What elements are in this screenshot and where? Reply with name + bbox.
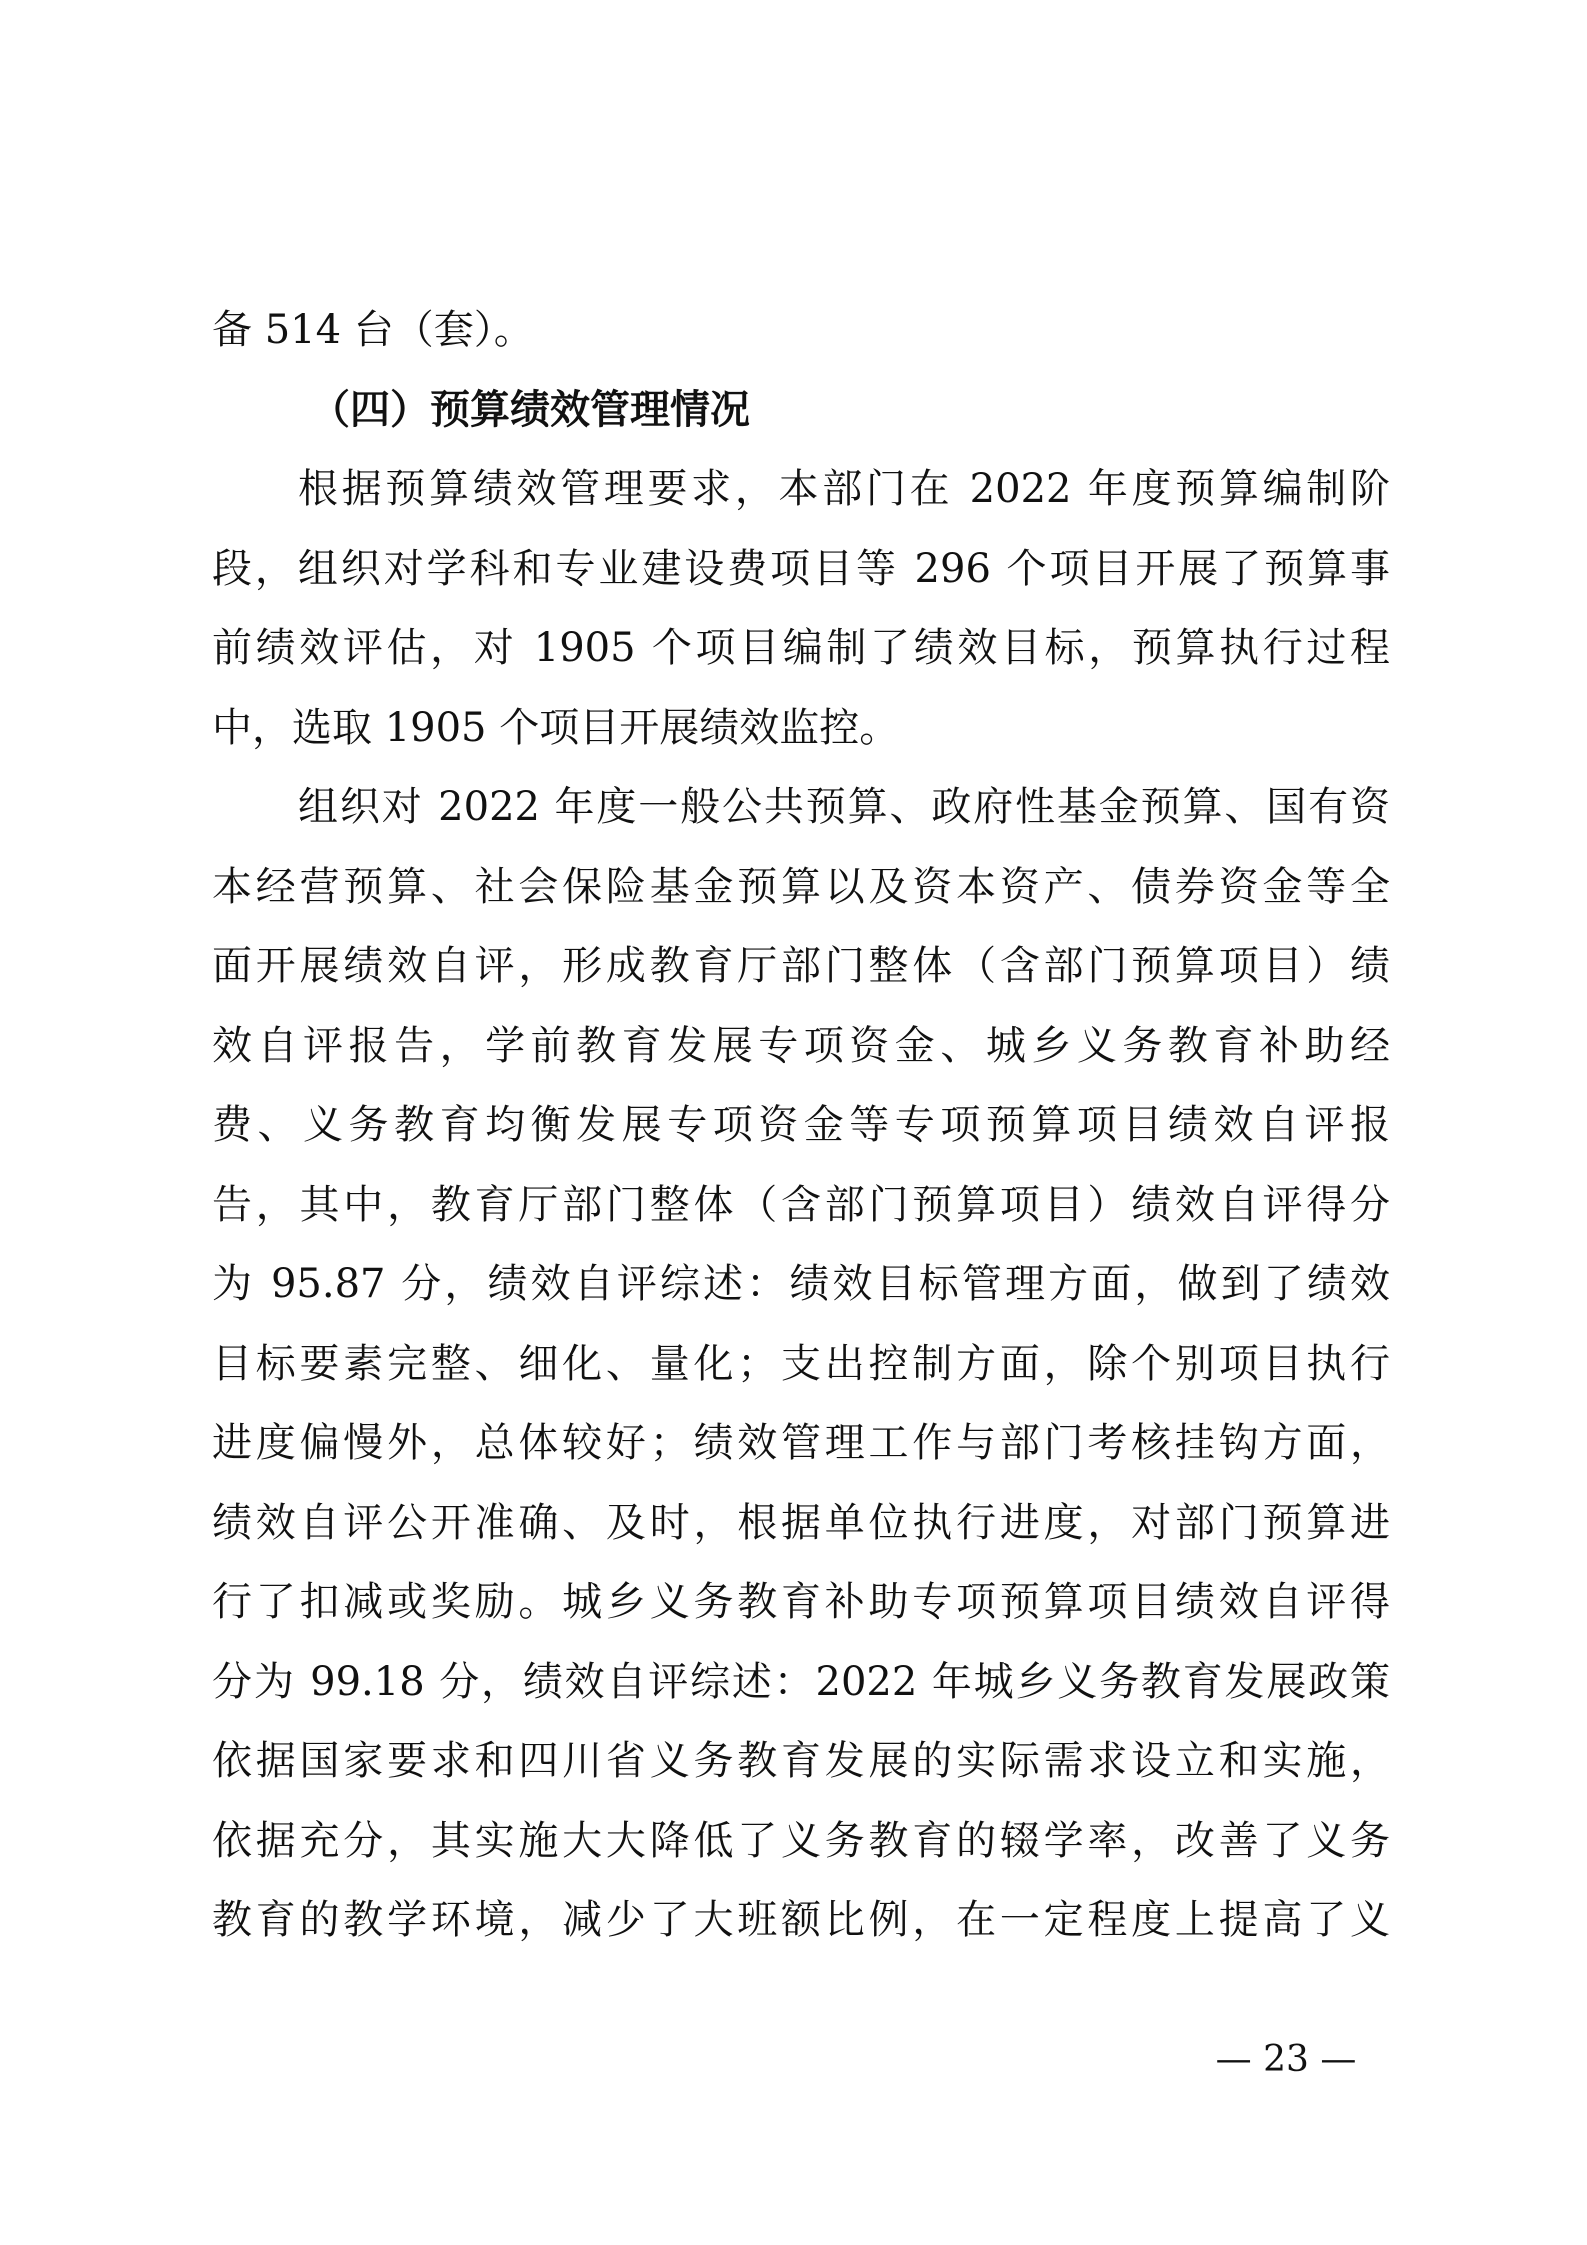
- paragraph-first-line: 根据预算绩效管理要求，本部门在 2022 年度预算编制阶: [298, 466, 1390, 512]
- text-line: 目标要素完整、细化、量化；支出控制方面，除个别项目执行: [212, 1340, 1390, 1387]
- text-line: 效自评报告，学前教育发展专项资金、城乡义务教育补助经: [212, 1022, 1390, 1069]
- text-line: 为 95.87 分，绩效自评综述：绩效目标管理方面，做到了绩效: [212, 1261, 1390, 1307]
- text-line: 分为 99.18 分，绩效自评综述：2022 年城乡义务教育发展政策: [212, 1658, 1390, 1705]
- text-line: 绩效自评公开准确、及时，根据单位执行进度，对部门预算进: [212, 1499, 1390, 1546]
- text-line: 备 514 台（套）。: [212, 307, 534, 353]
- text-line: 费、义务教育均衡发展专项资金等专项预算项目绩效自评报: [212, 1102, 1390, 1148]
- paragraph-first-line: 组织对 2022 年度一般公共预算、政府性基金预算、国有资: [298, 784, 1390, 830]
- section-heading: （四）预算绩效管理情况: [310, 386, 750, 433]
- text-line: 进度偏慢外，总体较好；绩效管理工作与部门考核挂钩方面，: [212, 1420, 1390, 1466]
- text-line: 段，组织对学科和专业建设费项目等 296 个项目开展了预算事: [212, 545, 1390, 592]
- text-line: 依据充分，其实施大大降低了义务教育的辍学率，改善了义务: [212, 1817, 1390, 1864]
- text-line: 面开展绩效自评，形成教育厅部门整体（含部门预算项目）绩: [212, 943, 1390, 989]
- text-line: 前绩效评估，对 1905 个项目编制了绩效目标，预算执行过程: [212, 625, 1390, 671]
- text-line: 行了扣减或奖励。城乡义务教育补助专项预算项目绩效自评得: [212, 1579, 1390, 1625]
- text-line: 告，其中，教育厅部门整体（含部门预算项目）绩效自评得分: [212, 1181, 1390, 1228]
- text-line: 中，选取 1905 个项目开展绩效监控。: [212, 704, 900, 751]
- text-line: 本经营预算、社会保险基金预算以及资本资产、债券资金等全: [212, 863, 1390, 910]
- page-number: — 23 —: [1215, 2039, 1357, 2080]
- body-text: [212, 291, 1390, 1961]
- text-line: 依据国家要求和四川省义务教育发展的实际需求设立和实施，: [212, 1738, 1390, 1784]
- text-line: 教育的教学环境，减少了大班额比例，在一定程度上提高了义: [212, 1897, 1390, 1943]
